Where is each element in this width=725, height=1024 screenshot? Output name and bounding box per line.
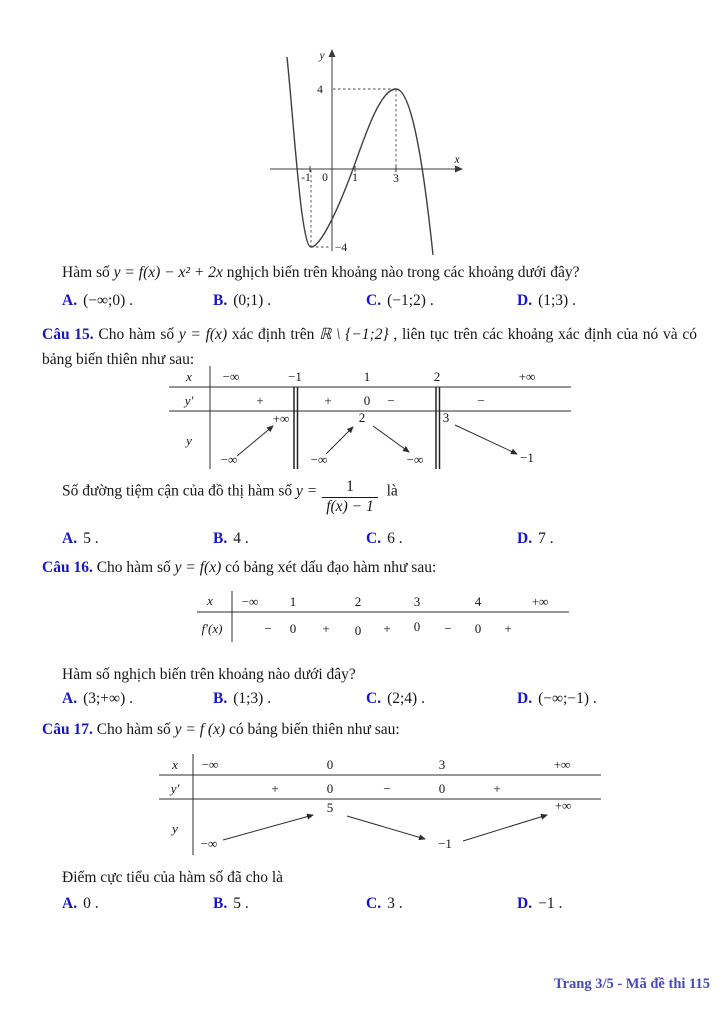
limit-value: −∞ xyxy=(406,452,424,467)
sign: + xyxy=(324,393,332,408)
q14-stem xyxy=(62,262,702,284)
limit-value: 2 xyxy=(358,410,366,425)
q17-option-d xyxy=(517,895,562,913)
sign: 0 xyxy=(354,623,362,638)
q16-option-b xyxy=(213,690,271,708)
x-value: +∞ xyxy=(531,594,549,609)
x-value: −1 xyxy=(288,369,302,384)
q16-heading xyxy=(42,557,697,579)
q17-question-text: Điểm cực tiểu của hàm số đã cho là xyxy=(62,869,284,886)
q15-domain-set: ℝ \ {−1;2} xyxy=(319,326,389,343)
option-letter: C. xyxy=(366,690,382,707)
sign: + xyxy=(493,781,501,796)
sign: − xyxy=(444,621,452,636)
q16-number: Câu 16. xyxy=(42,559,93,576)
option-value: 6 . xyxy=(387,530,403,547)
option-value: (−∞;0) . xyxy=(83,292,133,309)
extremum-value: 5 xyxy=(326,800,334,815)
q14-text-suffix: nghịch biến trên khoảng nào trong các khoảng dưới đây? xyxy=(222,264,580,281)
sign: − xyxy=(383,781,391,796)
q15-heading xyxy=(42,322,697,372)
q15-question-math: y = xyxy=(296,482,318,500)
option-value: (2;4) . xyxy=(387,690,425,707)
sign: 0 xyxy=(474,621,482,636)
sign: 0 xyxy=(363,393,371,408)
function-curve xyxy=(287,57,433,255)
x-value: 0 xyxy=(326,757,334,772)
q16-sign-table xyxy=(193,591,571,643)
y-axis-arrow-icon xyxy=(329,49,336,57)
q15-number: Câu 15. xyxy=(42,326,94,343)
x-axis-arrow-icon xyxy=(455,166,463,173)
variation-arrows xyxy=(237,425,517,456)
option-letter: A. xyxy=(62,895,78,912)
x-value: 1 xyxy=(363,369,371,384)
fraction xyxy=(322,478,377,516)
option-value: 0 . xyxy=(83,895,99,912)
q17-option-c xyxy=(366,895,403,913)
q17-option-a xyxy=(62,895,99,913)
y-min-label: −4 xyxy=(334,242,348,254)
x-value: −∞ xyxy=(201,757,219,772)
limit-value: +∞ xyxy=(554,798,572,813)
q15-text: xác định trên xyxy=(227,326,320,343)
q16-question-text: Hàm số nghịch biến trên khoảng nào dưới đây? xyxy=(62,666,356,683)
q17-variation-table xyxy=(155,754,603,856)
q17-formula: y = f (x) xyxy=(174,721,226,738)
q15-formula: y = f(x) xyxy=(178,326,228,343)
q14-option-a xyxy=(62,292,133,310)
option-value: 3 . xyxy=(387,895,403,912)
sign: + xyxy=(271,781,279,796)
sign: − xyxy=(387,393,395,408)
sign: 0 xyxy=(289,621,297,636)
option-letter: B. xyxy=(213,895,228,912)
fraction-denominator: f(x) − 1 xyxy=(326,497,374,515)
option-value: −1 . xyxy=(538,895,563,912)
q14-option-c xyxy=(366,292,434,310)
option-letter: B. xyxy=(213,292,228,309)
sign: + xyxy=(504,621,512,636)
option-letter: C. xyxy=(366,292,382,309)
x-value: 3 xyxy=(413,594,421,609)
option-value: (1;3) . xyxy=(233,690,272,707)
x-value: +∞ xyxy=(553,757,571,772)
limit-value: 3 xyxy=(442,410,450,425)
row-label-y: y xyxy=(172,821,178,836)
q15-question-suffix: là xyxy=(382,482,398,500)
option-value: 5 . xyxy=(233,895,249,912)
option-letter: B. xyxy=(213,690,228,707)
sign: + xyxy=(383,621,391,636)
row-label-f-prime: f′(x) xyxy=(201,621,223,636)
q16-option-d xyxy=(517,690,597,708)
q15-text: , liên tục trên các khoảng xác định của nó và có bảng biến thiên như sau: xyxy=(42,326,697,368)
limit-value: −∞ xyxy=(310,452,328,467)
sign: + xyxy=(256,393,264,408)
option-letter: D. xyxy=(517,292,533,309)
option-value: (1;3) . xyxy=(538,292,576,309)
q15-option-c xyxy=(366,530,403,548)
q15-text: Cho hàm số xyxy=(93,326,179,343)
q17-option-b xyxy=(213,895,249,913)
x-tick-0: 0 xyxy=(322,172,328,184)
q15-option-b xyxy=(213,530,249,548)
q16-text: có bảng xét dấu đạo hàm như sau: xyxy=(221,559,437,576)
page-footer: Trang 3/5 - Mã đề thi 115 xyxy=(553,976,710,992)
option-value: 5 . xyxy=(83,530,99,547)
q17-text: Cho hàm số xyxy=(92,721,175,738)
limit-value: −∞ xyxy=(200,836,218,851)
graph-axes xyxy=(270,49,463,251)
q15-option-a xyxy=(62,530,99,548)
q16-option-a xyxy=(62,690,133,708)
q14-options xyxy=(0,292,725,316)
x-value: +∞ xyxy=(518,369,536,384)
fraction-numerator: 1 xyxy=(322,478,377,498)
x-value: 2 xyxy=(354,594,362,609)
q17-number: Câu 17. xyxy=(42,721,93,738)
x-value: 4 xyxy=(474,594,482,609)
option-letter: D. xyxy=(517,530,533,547)
limit-value: −∞ xyxy=(220,452,238,467)
option-value: (−∞;−1) . xyxy=(538,690,597,707)
q17-text: có bảng biến thiên như sau: xyxy=(225,721,400,738)
sign: 0 xyxy=(413,619,421,634)
y-max-label: 4 xyxy=(317,84,323,96)
q16-formula: y = f(x) xyxy=(174,559,222,576)
variation-arrows xyxy=(223,815,547,841)
option-value: (3;+∞) . xyxy=(83,690,133,707)
option-letter: A. xyxy=(62,292,78,309)
option-letter: C. xyxy=(366,530,382,547)
option-value: 7 . xyxy=(538,530,554,547)
row-label-y-prime: y′ xyxy=(170,781,180,796)
option-value: (−1;2) . xyxy=(387,292,434,309)
option-value: 4 . xyxy=(233,530,249,547)
sign: + xyxy=(322,621,330,636)
sign: − xyxy=(477,393,485,408)
q14-option-b xyxy=(213,292,271,310)
limit-value: −1 xyxy=(520,450,534,465)
function-graph xyxy=(266,44,471,259)
q15-option-d xyxy=(517,530,554,548)
option-letter: D. xyxy=(517,690,533,707)
row-label-y: y xyxy=(186,433,192,448)
option-letter: A. xyxy=(62,690,78,707)
sign: − xyxy=(264,621,272,636)
option-value: (0;1) . xyxy=(233,292,272,309)
row-label-x: x xyxy=(186,369,192,384)
row-label-x: x xyxy=(172,757,178,772)
q17-question xyxy=(62,867,283,889)
q16-options xyxy=(0,690,725,714)
q14-text-prefix: Hàm số xyxy=(62,264,114,281)
option-letter: B. xyxy=(213,530,228,547)
q17-options xyxy=(0,895,725,919)
sign: 0 xyxy=(326,781,334,796)
q14-option-d xyxy=(517,292,576,310)
q15-variation-table xyxy=(163,366,573,470)
q15-question-text: Số đường tiệm cận của đồ thị hàm số xyxy=(62,482,296,500)
q15-options xyxy=(0,530,725,554)
q16-text: Cho hàm số xyxy=(92,559,175,576)
q16-option-c xyxy=(366,690,425,708)
x-axis-label: x xyxy=(454,154,460,166)
x-tick-1: 1 xyxy=(352,172,358,184)
x-value: 3 xyxy=(438,757,446,772)
option-letter: C. xyxy=(366,895,382,912)
q16-question xyxy=(62,664,356,686)
x-tick-3: 3 xyxy=(393,173,399,185)
option-letter: D. xyxy=(517,895,533,912)
q15-question xyxy=(62,478,662,516)
extremum-value: −1 xyxy=(438,836,452,851)
limit-value: +∞ xyxy=(272,411,290,426)
x-value: 1 xyxy=(289,594,297,609)
row-label-x: x xyxy=(207,593,213,608)
sign: 0 xyxy=(438,781,446,796)
row-label-y-prime: y′ xyxy=(184,393,194,408)
option-letter: A. xyxy=(62,530,78,547)
q14-formula: y = f(x) − x² + 2x xyxy=(113,264,223,281)
x-value: −∞ xyxy=(241,594,259,609)
x-value: −∞ xyxy=(222,369,240,384)
x-value: 2 xyxy=(433,369,441,384)
q17-heading xyxy=(42,719,697,741)
x-tick--1: -1 xyxy=(301,172,311,184)
y-axis-label: y xyxy=(319,50,325,62)
